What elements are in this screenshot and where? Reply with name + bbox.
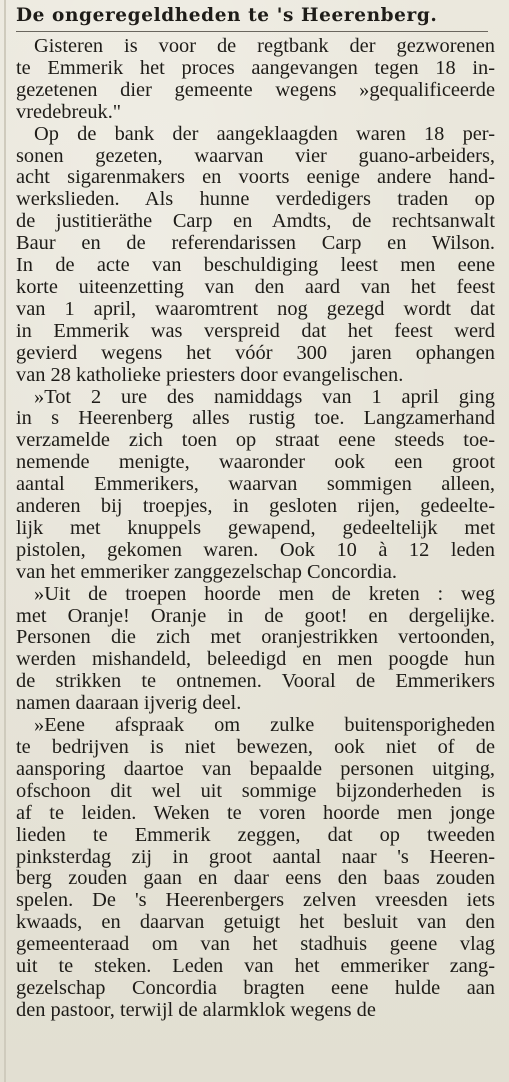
text-line: »Tot 2 ure des namiddags van 1 april ging [34,385,495,408]
article-paragraph [16,36,495,124]
article-paragraph [16,584,495,715]
text-line: aantal Emmerikers, waarvan sommigen alleen, [16,473,495,496]
text-line: van 1 april, waaromtrent nog gezegd wordt dat [16,297,495,320]
text-line: de strikken te ontnemen. Vooral de Emmerikers [16,670,495,693]
text-line: gezetenen dier gemeente wegens »gequalificeerde [16,78,495,101]
text-line: namen daaraan ijverig deel. [16,692,242,715]
text-line: te Emmerik het proces aangevangen tegen 18 in- [16,56,495,79]
text-line: te bedrijven is niet bewezen, ook niet of de [16,736,495,758]
article-headline [16,4,495,32]
text-line: af te leiden. Weken te voren hoorde men jonge [16,801,495,824]
text-line: nemende menigte, waaronder ook een groot [16,451,495,474]
text-line: pinksterdag zij in groot aantal naar 's Heeren- [16,845,495,868]
text-line: in s Heerenberg alles rustig toe. Langzamerhand [16,407,495,430]
text-line: ofschoon dit wel uit sommige bijzonderheden is [16,779,495,802]
text-line: aansporing daartoe van bepaalde personen uitging, [16,757,495,780]
text-line: verzamelde zich toen op straat eene steeds toe- [16,429,495,452]
text-line: »Uit de troepen hoorde men de kreten : weg [34,582,495,605]
text-line: in Emmerik was verspreid dat het feest werd [16,319,495,342]
text-line: werkslieden. Als hunne verdedigers traden op [16,188,495,211]
text-line: sonen gezeten, waarvan vier guano-arbeiders, [16,144,495,167]
article-paragraph [16,387,495,584]
text-line: »Eene afspraak om zulke buitensporigheden [34,714,495,737]
text-line: uit te steken. Leden van het emmeriker zang- [16,955,495,978]
headline-underline [16,31,488,32]
text-line: Personen die zich met oranjestrikken vertoonden, [16,626,495,649]
text-line: korte uiteenzetting van den aard van het feest [16,275,495,298]
headline-text: De ongeregeldheden te 's Heerenberg. [16,5,438,26]
text-line: In de acte van beschuldiging leest men eene [16,254,495,277]
article-paragraph [16,124,495,387]
text-line: berg zouden gaan en daar eens den baas zouden [16,867,495,890]
text-line: acht sigarenmakers en voorts eenige andere hand- [16,166,495,189]
text-line: lieden te Emmerik zeggen, dat op tweeden [16,823,495,846]
text-line: Op de bank der aangeklaagden waren 18 per- [34,122,495,145]
text-line: Baur en de referendarissen Carp en Wilson. [16,232,495,255]
text-line: anderen bij troepjes, in gesloten rijen, gedeelte- [16,495,495,518]
text-line: de justitieräthe Carp en Amdts, de rechtsanwalt [16,210,495,233]
text-line: werden mishandeld, beleedigd en men poogde hun [16,648,495,671]
text-line: vredebreuk." [16,100,122,123]
text-line: gevierd wegens het vóór 300 jaren ophangen [16,341,495,364]
text-line: lijk met knuppels gewapend, gedeeltelijk met [16,516,495,539]
text-line: spelen. De 's Heerenbergers zelven vreesden iets [16,889,495,912]
text-line: gezelschap Concordia bragten eene hulde aan [16,976,495,999]
text-line: van het emmeriker zanggezelschap Concordia. [16,560,398,583]
text-line: gemeenteraad om van het stadhuis geene vlag [16,933,495,956]
text-line: kwaads, en daarvan getuigt het besluit van den [16,911,495,934]
text-line: pistolen, gekomen waren. Ook 10 à 12 leden [16,538,495,561]
column-edge [4,0,6,1082]
article-body [16,36,495,1022]
text-line: den pastoor, terwijl de alarmklok wegens de [16,998,376,1021]
text-line: van 28 katholieke priesters door evangelischen. [16,363,404,386]
text-line: met Oranje! Oranje in de goot! en dergelijke. [16,604,495,627]
text-line: Gisteren is voor de regtbank der gezworenen [34,35,495,57]
article-paragraph [16,715,495,1022]
